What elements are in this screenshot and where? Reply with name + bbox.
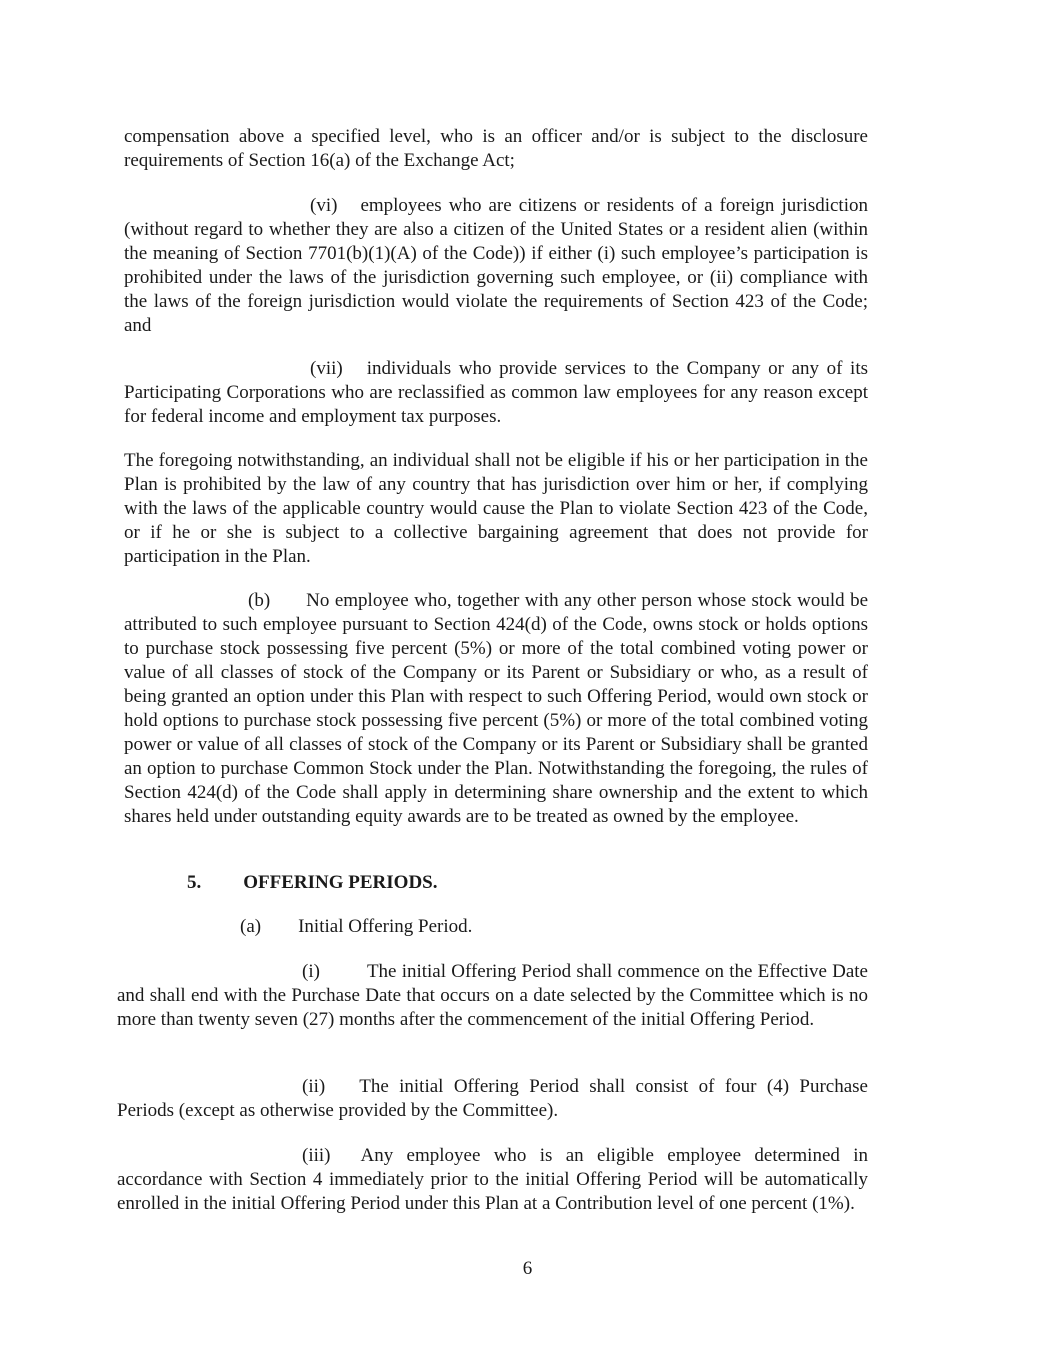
paragraph-foregoing: The foregoing notwithstanding, an individual shall not be eligible if his or her participation in the Plan is prohibited by the law of any country that has jurisdiction over him or her, if complying with the laws of the applicable country would cause the Plan to violate Section 423 of the Code, or if he or she is subject to a collective bargaining agreement that does not provide for participation in the Plan. xyxy=(124,450,868,567)
page-number: 6 xyxy=(522,1258,533,1279)
section-title: OFFERING PERIODS. xyxy=(243,872,438,893)
paragraph-continuation: compensation above a specified level, who is an officer and/or is subject to the disclosure requirements of Section 16(a) of the Exchange Act; xyxy=(124,126,868,171)
section-heading xyxy=(187,871,438,895)
section-number: 5. xyxy=(187,872,202,893)
subclause-text-ii: The initial Offering Period shall consist of four (4) Purchase Periods (except as otherwise provided by the Committee). xyxy=(117,1076,868,1121)
subparagraph-iii xyxy=(117,1144,868,1216)
subheading-label: (a) xyxy=(240,916,262,937)
subclause-label-iii: (iii) xyxy=(302,1145,331,1166)
subclause-text-iii: Any employee who is an eligible employee determined in accordance with Section 4 immediately prior to the initial Offering Period will be automatically enrolled in the initial Offering Period under this Plan at a Contribution level of one percent (1%). xyxy=(117,1145,868,1214)
clause-label-b: (b) xyxy=(248,590,271,611)
paragraph-b xyxy=(124,589,868,829)
paragraph-vii xyxy=(124,357,868,429)
clause-label-vi: (vi) xyxy=(310,195,338,216)
subclause-label-ii: (ii) xyxy=(302,1076,326,1097)
subclause-label-i: (i) xyxy=(302,961,320,982)
subparagraph-ii xyxy=(117,1075,868,1123)
clause-text-vi: employees who are citizens or residents of a foreign jurisdiction (without regard to whether they are also a citizen of the United States or a resident alien (within the meaning of Section 7701(b)(1)(A) of the Code)) if either (i) such employee’s participation is prohibited under the laws of the jurisdiction governing such employee, or (ii) compliance with the laws of the foreign jurisdiction would violate the requirements of Section 423 of the Code; and xyxy=(124,195,868,336)
paragraph-vi xyxy=(124,194,868,338)
subclause-text-i: The initial Offering Period shall commence on the Effective Date and shall end with the Purchase Date that occurs on a date selected by the Committee which is no more than twenty seven (27) months after the commencement of the initial Offering Period. xyxy=(117,961,868,1030)
subheading-text: Initial Offering Period. xyxy=(298,916,473,937)
subheading-a xyxy=(240,915,472,939)
clause-label-vii: (vii) xyxy=(310,358,343,379)
clause-text-vii: individuals who provide services to the Company or any of its Participating Corporations who are reclassified as common law employees for any reason except for federal income and employment tax purposes. xyxy=(124,358,868,427)
subparagraph-i xyxy=(117,960,868,1032)
clause-text-b: No employee who, together with any other person whose stock would be attributed to such employee pursuant to Section 424(d) of the Code, owns stock or holds options to purchase stock possessing five percent (5%) or more of the total combined voting power or value of all classes of stock of the Company or its Parent or Subsidiary or who, as a result of being granted an option under this Plan with respect to such Offering Period, would own stock or hold options to purchase stock possessing five percent (5%) or more of the total combined voting power or value of all classes of stock of the Company or its Parent or Subsidiary shall be granted an option to purchase Common Stock under the Plan. Notwithstanding the foregoing, the rules of Section 424(d) of the Code shall apply in determining share ownership and the extent to which shares held under outstanding equity awards are to be treated as owned by the employee. xyxy=(124,590,868,827)
